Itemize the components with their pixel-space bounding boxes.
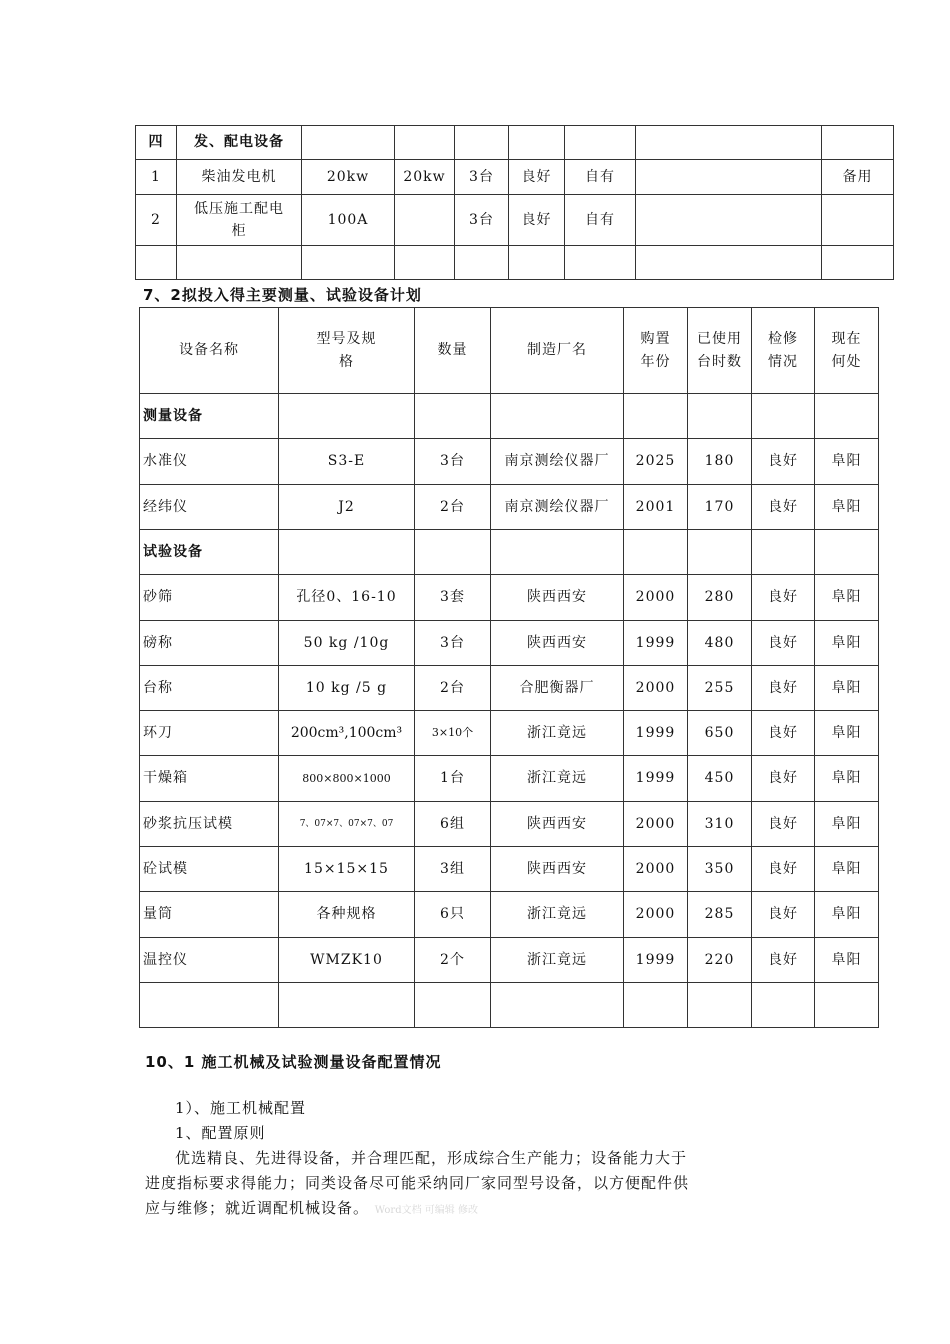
table-row-empty [136,246,894,280]
table-row: 2 低压施工配电柜 100A 3台 良好 自有 [136,195,894,246]
group-row-measurement: 测量设备 [140,394,879,439]
paragraph-line-2: 进度指标要求得能力；同类设备尽可能采纳同厂家同型号设备，以方便配件供 [145,1174,690,1192]
subsection-principle: 1、配置原则 [175,1124,266,1142]
table-row: 砂浆抗压试模 7、07×7、07×7、07 6组 陕西西安 2000 310 良好 阜阳 [140,802,879,847]
watermark-text: Word文档 可编辑 修改 [374,1205,478,1216]
table-row: 磅称 50 kg /10g 3台 陕西西安 1999 480 良好 阜阳 [140,621,879,666]
section-10-1-title: 10、1 施工机械及试验测量设备配置情况 [145,1053,442,1071]
paragraph-line-3: 应与维修；就近调配机械设备。 Word文档 可编辑 修改 [145,1199,478,1217]
table-row-empty [140,983,879,1028]
subsection-machinery: 1）、施工机械配置 [175,1099,307,1117]
table-row: 水准仪 S3-E 3台 南京测绘仪器厂 2025 180 良好 阜阳 [140,439,879,485]
table2-header-row: 设备名称 型号及规格 数量 制造厂名 购置年份 已使用台时数 检修情况 现在何处 [140,308,879,394]
body-text [145,1096,825,1223]
table-row: 1 柴油发电机 20kw 20kw 3台 良好 自有 备用 [136,160,894,195]
table-row: 温控仪 WMZK10 2个 浙江竟远 1999 220 良好 阜阳 [140,938,879,983]
section-number: 四 [136,126,177,160]
table1-header-row [136,126,894,160]
test-equipment-table [139,307,879,1028]
table-row: 台称 10 kg /5 g 2台 合肥衡器厂 2000 255 良好 阜阳 [140,666,879,711]
table-row: 经纬仪 J2 2台 南京测绘仪器厂 2001 170 良好 阜阳 [140,485,879,530]
table-row: 量筒 各种规格 6只 浙江竟远 2000 285 良好 阜阳 [140,892,879,938]
power-equipment-table [135,125,894,280]
table-row: 环刀 200cm³,100cm³ 3×10个 浙江竟远 1999 650 良好 阜阳 [140,711,879,756]
table-row: 干燥箱 800×800×1000 1台 浙江竟远 1999 450 良好 阜阳 [140,756,879,802]
section-7-2-title: 7、2拟投入得主要测量、试验设备计划 [143,286,422,304]
group-row-testing: 试验设备 [140,530,879,575]
section-title: 发、配电设备 [177,126,302,160]
table-row: 砂筛 孔径0、16-10 3套 陕西西安 2000 280 良好 阜阳 [140,575,879,621]
table-row: 砼试模 15×15×15 3组 陕西西安 2000 350 良好 阜阳 [140,847,879,892]
paragraph-line-1: 优选精良、先进得设备，并合理匹配，形成综合生产能力；设备能力大于 [175,1149,688,1167]
